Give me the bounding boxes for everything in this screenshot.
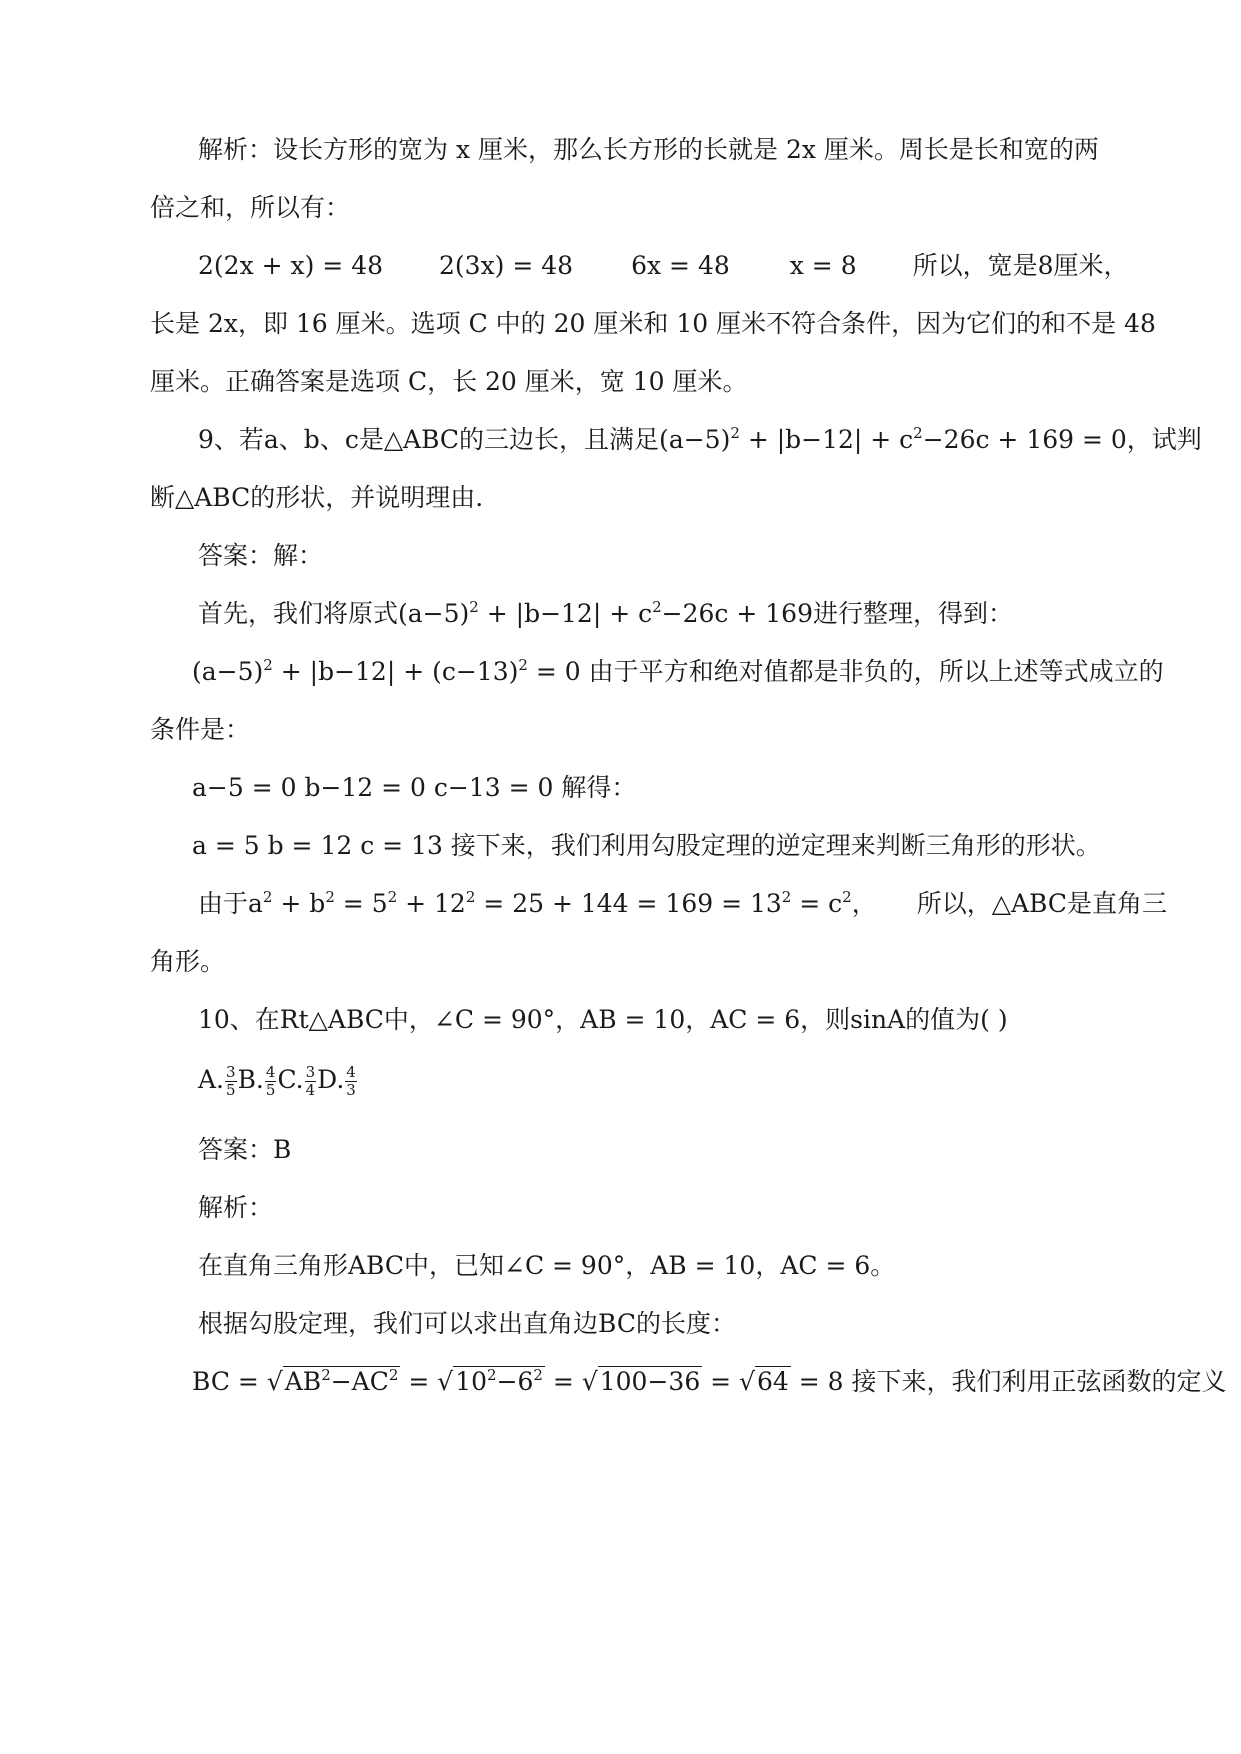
sqrt-3: √100−36: [581, 1367, 701, 1396]
answer-9-step5: a = 5 b = 12 c = 13 接下来，我们利用勾股定理的逆定理来判断三角形的形状。: [192, 831, 1101, 860]
sqrt-2: $√10^2-6^2$: [437, 1366, 543, 1396]
answer-9-step7: 角形。: [150, 947, 226, 976]
option-a: A. $\frac{3}{5}$: [198, 1063, 236, 1099]
equation-3: 6x = 48: [631, 251, 730, 280]
answer-9-step1: 首先，我们将原式$(a-5)^2 + |b-12| + c^2-26c + 169$进行整理，得到：: [198, 598, 1013, 628]
analysis-10-line2: 根据勾股定理，我们可以求出直角边BC的长度：: [198, 1309, 736, 1338]
analysis-10-heading: 解析：: [198, 1193, 274, 1222]
paragraph-analysis-line2: 倍之和，所以有：: [150, 193, 351, 222]
equation-4: x = 8: [789, 251, 857, 280]
question-9-line1: 9、若a、b、c是△ABC的三边长，且满足$(a-5)^2 + |b-12| + c^2-26c + 169 = 0$，试判: [198, 424, 1202, 454]
sqrt-4: √64: [739, 1367, 789, 1396]
equation-1: 2(2x + x) = 48: [198, 251, 384, 280]
sqrt-1: $√AB^2-AC^2$: [266, 1366, 399, 1396]
analysis-10-line1: 在直角三角形ABC中，已知∠C = 90°，AB = 10，AC = 6。: [198, 1251, 896, 1280]
answer-9-step3: 条件是：: [150, 715, 251, 744]
paragraph-analysis-line1: 解析：设长方形的宽为 x 厘米，那么长方形的长就是 2x 厘米。周长是长和宽的两: [198, 135, 1099, 164]
equation-conclusion: 所以，宽是8厘米，: [912, 251, 1129, 280]
analysis-10-bc-formula: BC = $√AB^2-AC^2 = √10^2-6^2 = √100-36 = √64 = 8$ 接下来，我们利用正弦函数的定义: [192, 1366, 1227, 1396]
answer-9-step2: $(a-5)^2 + |b-12| + (c-13)^2 = 0$ 由于平方和绝对值都是非负的，所以上述等式成立的: [192, 656, 1164, 686]
answer-9-heading: 答案：解：: [198, 541, 324, 570]
question-10-options: [198, 1058, 1090, 1102]
question-9-line2: 断△ABC的形状，并说明理由.: [150, 483, 484, 512]
question-10-line1: 10、在Rt△ABC中，∠C = 90°，AB = 10，AC = 6，则sinA的值为( ): [198, 1005, 1008, 1034]
equation-line: [198, 250, 1129, 282]
answer-10: 答案：B: [198, 1135, 292, 1164]
answer-9-step4: a−5 = 0 b−12 = 0 c−13 = 0 解得：: [192, 773, 637, 802]
paragraph-result-line2: 厘米。正确答案是选项 C，长 20 厘米，宽 10 厘米。: [150, 367, 748, 396]
option-d: D. $\frac{4}{3}$: [317, 1063, 356, 1099]
equation-2: 2(3x) = 48: [439, 251, 574, 280]
paragraph-result-line1: 长是 2x，即 16 厘米。选项 C 中的 20 厘米和 10 厘米不符合条件，因为它们的和不是 48: [150, 309, 1156, 338]
option-b: B. $\frac{4}{5}$: [237, 1063, 276, 1099]
answer-9-step6: 由于$a^2 + b^2 = 5^2 + 12^2 = 25 + 144 = 169 = 13^2 = c^2$， 所以，△ABC是直角三: [198, 888, 1167, 918]
option-c: C. $\frac{3}{4}$: [277, 1063, 316, 1099]
